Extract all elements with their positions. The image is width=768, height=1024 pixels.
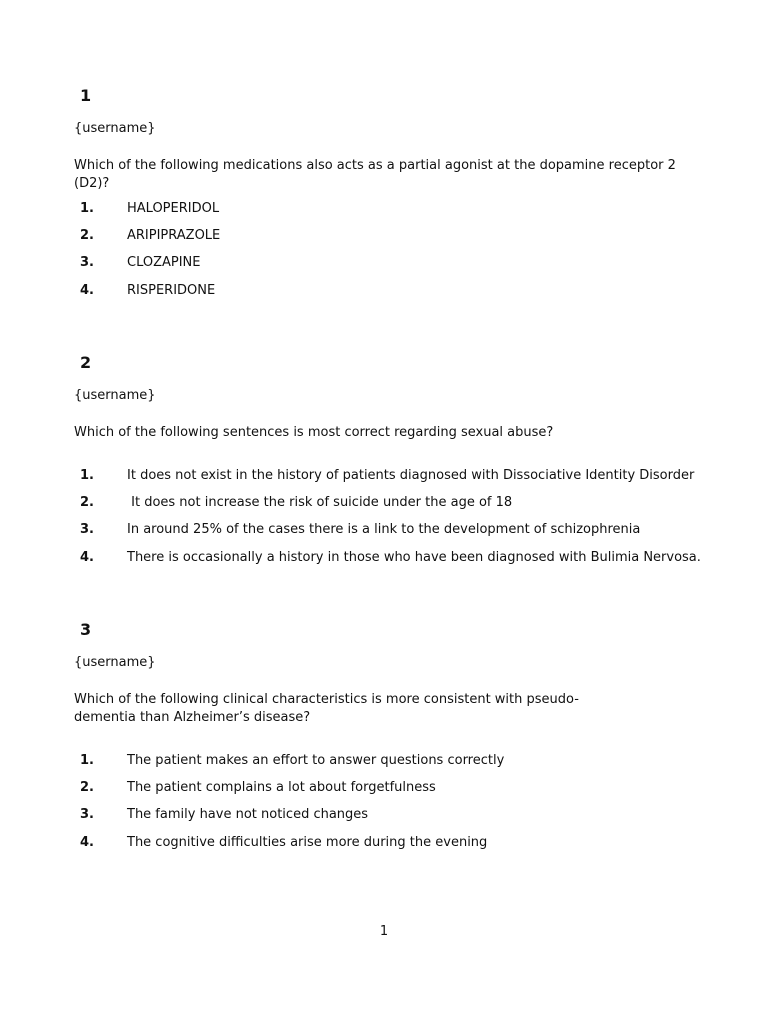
answer-option <box>0 493 768 513</box>
answer-text: RISPERIDONE <box>127 283 216 298</box>
answer-text: It does not increase the risk of suicide under the age of 18 <box>127 495 513 510</box>
answer-text: The patient complains a lot about forgetfulness <box>127 780 436 795</box>
answer-option <box>0 805 768 825</box>
answer-number: 4. <box>80 550 94 565</box>
answer-option <box>0 281 768 301</box>
answer-text: The family have not noticed changes <box>127 807 369 822</box>
answer-text: HALOPERIDOL <box>127 201 220 216</box>
answer-number: 3. <box>80 522 94 537</box>
question-text: Which of the following medications also acts as a partial agonist at the dopamine receptor 2 (D2)? <box>74 158 676 191</box>
question-text: Which of the following clinical characteristics is more consistent with pseudo-dementia than Alzheimer’s disease? <box>74 692 579 725</box>
answer-number: 1. <box>80 753 94 768</box>
answer-number: 1. <box>80 468 94 483</box>
answer-text: ARIPIPRAZOLE <box>127 228 221 243</box>
answer-text: In around 25% of the cases there is a link to the development of schizophrenia <box>127 522 641 537</box>
answer-number: 1. <box>80 201 94 216</box>
answer-option <box>0 199 768 219</box>
question-number: 2 <box>80 353 92 372</box>
username-placeholder: {username} <box>74 655 156 670</box>
page-number: 1 <box>379 924 389 939</box>
question-text: Which of the following sentences is most correct regarding sexual abuse? <box>74 425 554 440</box>
username-placeholder: {username} <box>74 121 156 136</box>
question-number: 3 <box>80 620 92 639</box>
answer-option <box>0 751 768 771</box>
answer-text: CLOZAPINE <box>127 255 201 270</box>
answer-text: It does not exist in the history of patients diagnosed with Dissociative Identity Disorder <box>127 468 695 483</box>
answer-option <box>0 466 768 486</box>
answer-number: 2. <box>80 228 94 243</box>
answer-text: The patient makes an effort to answer questions correctly <box>127 753 505 768</box>
answer-number: 4. <box>80 835 94 850</box>
answer-option <box>0 226 768 246</box>
answer-number: 3. <box>80 807 94 822</box>
answer-number: 3. <box>80 255 94 270</box>
answer-number: 2. <box>80 780 94 795</box>
answer-option <box>0 253 768 273</box>
username-placeholder: {username} <box>74 388 156 403</box>
answer-number: 2. <box>80 495 94 510</box>
answer-option <box>0 548 768 568</box>
answer-option <box>0 778 768 798</box>
answer-number: 4. <box>80 283 94 298</box>
answer-text: The cognitive difficulties arise more during the evening <box>127 835 488 850</box>
answer-option <box>0 520 768 540</box>
answer-option <box>0 833 768 853</box>
question-number: 1 <box>80 86 92 105</box>
answer-text: There is occasionally a history in those who have been diagnosed with Bulimia Nervosa. <box>127 550 701 565</box>
